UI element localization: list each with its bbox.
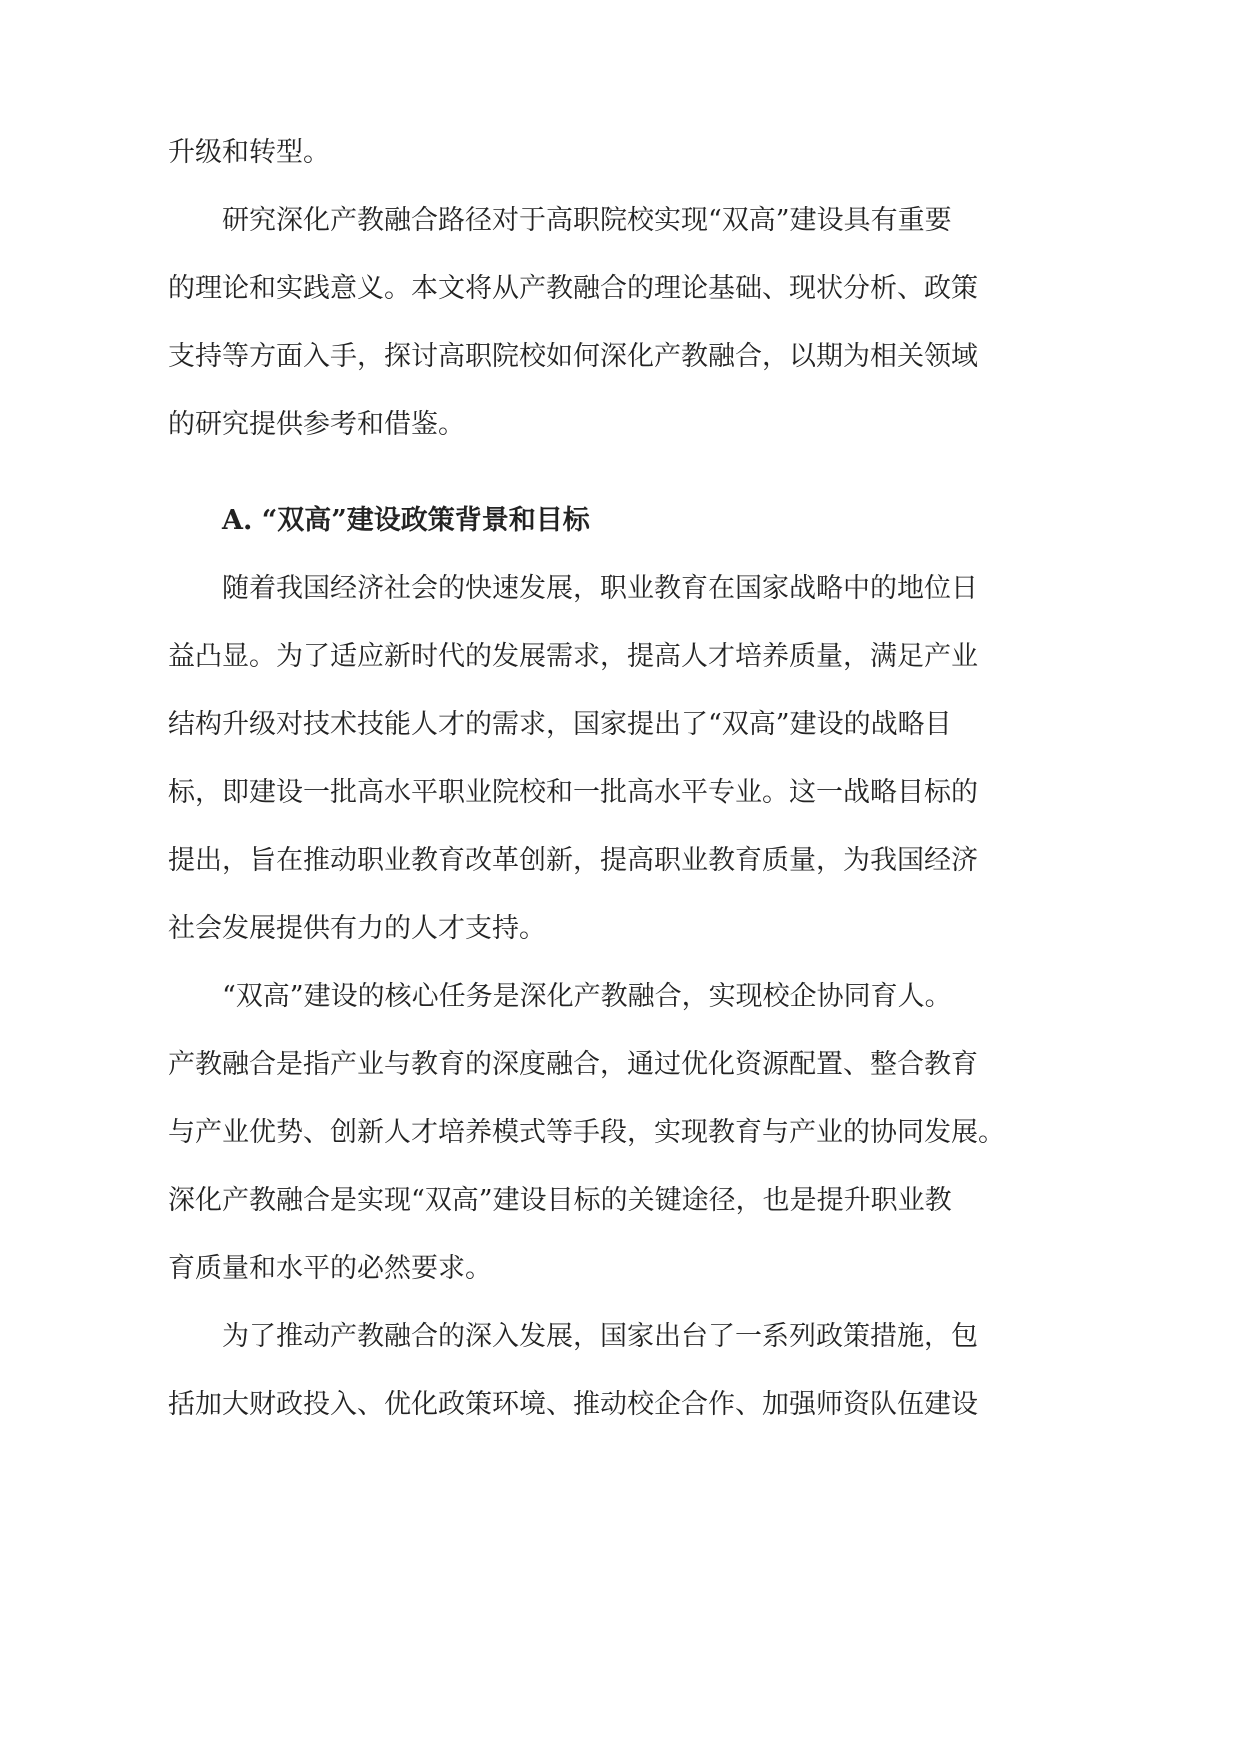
paragraph-line: 育质量和水平的必然要求。 — [168, 1253, 492, 1284]
paragraph-line: “双高”建设的核心任务是深化产教融合，实现校企协同育人。 — [222, 981, 952, 1012]
paragraph-line: 社会发展提供有力的人才支持。 — [168, 913, 546, 944]
paragraph-line: 为了推动产教融合的深入发展，国家出台了一系列政策措施，包 — [222, 1321, 978, 1352]
paragraph-line: 的研究提供参考和借鉴。 — [168, 409, 465, 440]
paragraph-line: 提出，旨在推动职业教育改革创新，提高职业教育质量，为我国经济 — [168, 845, 978, 876]
paragraph-line: 产教融合是指产业与教育的深度融合，通过优化资源配置、整合教育 — [168, 1049, 978, 1080]
paragraph-line: 升级和转型。 — [168, 137, 330, 168]
paragraph-line: 随着我国经济社会的快速发展，职业教育在国家战略中的地位日 — [222, 573, 978, 604]
paragraph-line: 支持等方面入手，探讨高职院校如何深化产教融合，以期为相关领域 — [168, 341, 978, 372]
paragraph-line: 研究深化产教融合路径对于高职院校实现“双高”建设具有重要 — [222, 205, 952, 236]
paragraph-line: 标，即建设一批高水平职业院校和一批高水平专业。这一战略目标的 — [168, 777, 978, 808]
paragraph-line: 结构升级对技术技能人才的需求，国家提出了“双高”建设的战略目 — [168, 709, 952, 740]
paragraph-line: 深化产教融合是实现“双高”建设目标的关键途径，也是提升职业教 — [168, 1185, 952, 1216]
paragraph-line: 括加大财政投入、优化政策环境、推动校企合作、加强师资队伍建设 — [168, 1389, 978, 1420]
paragraph-line: 益凸显。为了适应新时代的发展需求，提高人才培养质量，满足产业 — [168, 641, 978, 672]
paragraph-line: 与产业优势、创新人才培养模式等手段，实现教育与产业的协同发展。 — [168, 1117, 1005, 1148]
section-heading: A. “双高”建设政策背景和目标 — [222, 505, 590, 536]
paragraph-line: 的理论和实践意义。本文将从产教融合的理论基础、现状分析、政策 — [168, 273, 978, 304]
